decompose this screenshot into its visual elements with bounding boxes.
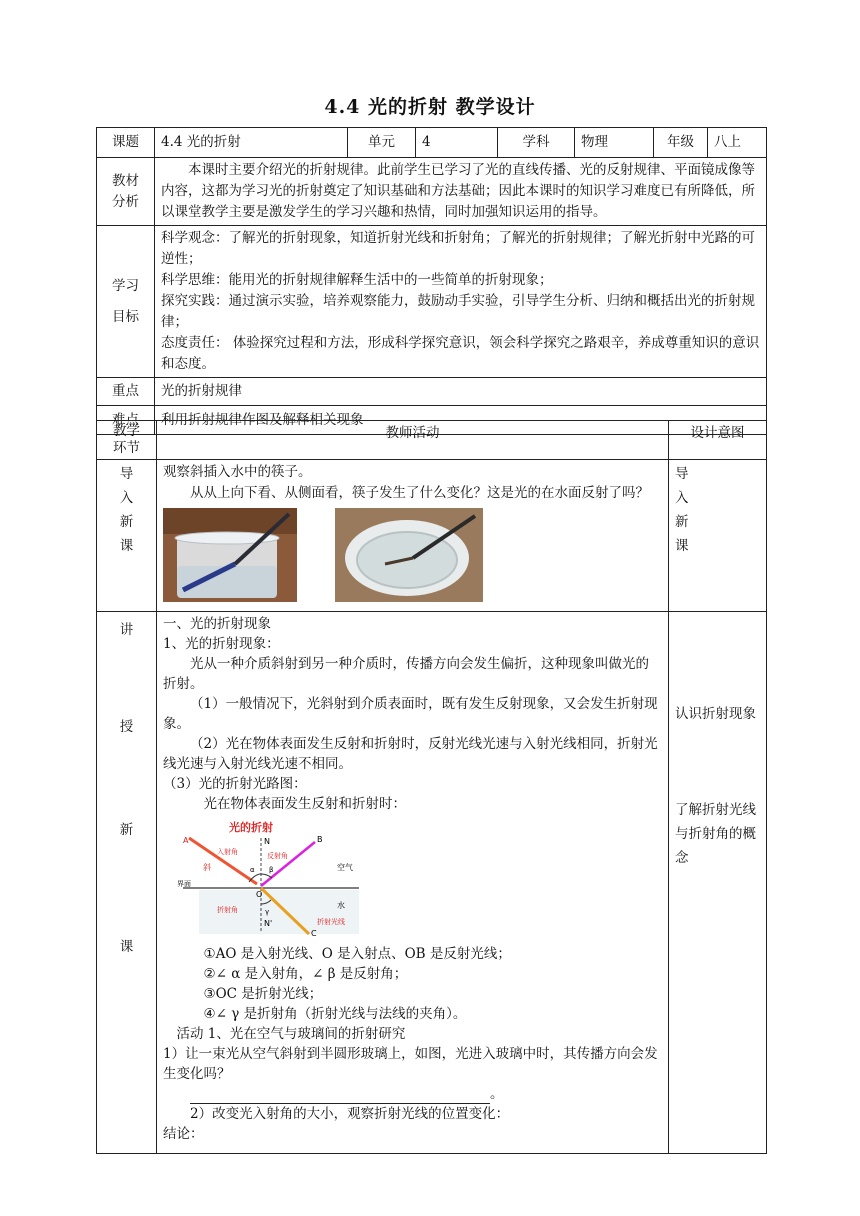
intent-2: 了解折射光线与折射角的概念 xyxy=(675,802,756,866)
teaching-process-table xyxy=(96,420,767,1154)
subsection-heading: 1、光的折射现象： xyxy=(163,636,280,652)
chopstick-side-photo xyxy=(163,508,297,602)
intro-intent xyxy=(669,460,767,612)
difficulty-text: 利用折射规律作图及解释相关现象 xyxy=(155,406,767,435)
section-heading: 一、光的折射现象 xyxy=(163,616,271,632)
point-4: 光在物体表面发生反射和折射时： xyxy=(203,796,406,812)
key-text: 光的折射规律 xyxy=(155,378,767,406)
label-incident-angle: 入射角 xyxy=(217,848,238,856)
label-interface: 界面 xyxy=(177,880,191,888)
unit-value: 4 xyxy=(416,128,498,158)
question-2: 2）改变光入射角的大小，观察折射光线的位置变化： xyxy=(190,1106,510,1122)
difficulty-label: 难点 xyxy=(97,406,155,435)
label-beta: β xyxy=(269,866,274,874)
grade-value: 八上 xyxy=(708,128,767,158)
stage-char: 新 xyxy=(119,514,134,530)
analysis-text: 本课时主要介绍光的折射规律。此前学生已学习了光的直线传播、光的反射规律、平面镜成像等内容，这都为学习光的折射奠定了知识基础和方法基础；因此本课时的知识学习难度已有所降低，所以课堂教学主要是激发学生的学习兴趣和热情，同时加强知识运用的指导。 xyxy=(155,158,767,226)
intro-line-2: 从从上向下看、从侧面看，筷子发生了什么变化？这是光的在水面反射了吗？ xyxy=(190,485,649,501)
stage-char: 讲 xyxy=(119,622,134,638)
intro-activity xyxy=(157,460,669,612)
definition: 光从一种介质斜射到另一种介质时，传播方向会发生偏折，这种现象叫做光的折射。 xyxy=(163,656,649,692)
topic-value: 4.4 光的折射 xyxy=(155,128,348,158)
subject-value: 物理 xyxy=(575,128,654,158)
label-n-prime: N' xyxy=(264,919,273,928)
stage-char: 授 xyxy=(119,719,134,735)
grade-label: 年级 xyxy=(654,128,708,158)
label-alpha: α xyxy=(250,866,255,874)
goal-line: 科学观念：了解光的折射现象，知道折射光线和折射角；了解光的折射规律；了解光折射中光路的可逆性； xyxy=(161,230,755,267)
point-1: （1）一般情况下，光斜射到介质表面时，既有发生反射现象，又会发生折射现象。 xyxy=(163,696,658,732)
answer-blank-line xyxy=(163,1084,662,1104)
refraction-diagram xyxy=(177,820,367,938)
note-2: ②∠ α 是入射角，∠ β 是反射角； xyxy=(203,966,408,982)
stage-char: 课 xyxy=(119,939,134,955)
note-3: ③OC 是折射光线； xyxy=(203,986,323,1002)
unit-label: 单元 xyxy=(348,128,416,158)
lecture-intent xyxy=(669,612,767,1154)
goal-line: 态度责任： 体验探究过程和方法，形成科学探究意识，领会科学探究之路艰辛，养成尊重知识的意识和态度。 xyxy=(161,335,760,372)
intent-header: 设计意图 xyxy=(669,421,767,460)
analysis-label xyxy=(97,158,155,226)
goal-line: 探究实践：通过演示实验，培养观察能力，鼓励动手实验，引导学生分析、归纳和概括出光的折射规律； xyxy=(161,293,755,330)
stage-header xyxy=(97,421,157,460)
page-title: 4.4 光的折射 教学设计 xyxy=(324,96,536,118)
note-1: ①AO 是入射光线、O 是入射点、OB 是反射光线； xyxy=(203,946,511,962)
question-1: 1）让一束光从空气斜射到半圆形玻璃上，如图，光进入玻璃中时，其传播方向会发生变化吗？ xyxy=(163,1046,658,1082)
point-2: （2）光在物体表面发生反射和折射时，反射光线光速与入射光线相同，折射光线光速与入射光线光速不相同。 xyxy=(163,736,658,772)
label-refract-angle: 折射角 xyxy=(217,906,238,914)
label-b: B xyxy=(317,835,323,844)
stage-char: 新 xyxy=(119,822,134,838)
intent-1: 认识折射现象 xyxy=(675,706,756,722)
note-4: ④∠ γ 是折射角（折射光线与法线的夹角）。 xyxy=(203,1006,467,1022)
period: 。 xyxy=(490,1086,504,1102)
key-label: 重点 xyxy=(97,378,155,406)
subject-label: 学科 xyxy=(498,128,575,158)
stage-char: 课 xyxy=(119,538,134,554)
label-c: C xyxy=(311,929,317,938)
activity-1-heading: 活动 1、光在空气与玻璃间的折射研究 xyxy=(176,1026,406,1042)
label-o: O xyxy=(256,890,263,899)
label-air: 空气 xyxy=(337,863,353,872)
intro-line-1: 观察斜插入水中的筷子。 xyxy=(163,464,312,480)
intent-char: 入 xyxy=(675,490,689,506)
label-incline: 斜 xyxy=(203,863,211,872)
intent-char: 导 xyxy=(675,466,689,482)
intent-char: 新 xyxy=(675,514,689,530)
activity-header: 教师活动 xyxy=(157,421,669,460)
stage-char: 导 xyxy=(119,466,134,482)
goals-label xyxy=(97,226,155,378)
diagram-title: 光的折射 xyxy=(229,821,273,834)
stage-header-2: 环节 xyxy=(113,440,140,456)
label-reflect-angle: 反射角 xyxy=(267,852,288,860)
analysis-label-1: 教材 xyxy=(112,172,139,189)
intent-char: 课 xyxy=(675,538,689,554)
lecture-activity xyxy=(157,612,669,1154)
stage-header-1: 教学 xyxy=(113,423,140,439)
stage-char: 入 xyxy=(119,490,134,506)
chopstick-top-photo xyxy=(335,508,483,602)
label-water: 水 xyxy=(337,901,345,910)
analysis-label-2: 分析 xyxy=(112,193,139,210)
label-gamma: γ xyxy=(265,908,270,916)
goals-label-2: 目标 xyxy=(112,308,139,325)
conclusion-label: 结论： xyxy=(163,1126,204,1142)
intro-stage xyxy=(97,460,157,612)
lecture-stage xyxy=(97,612,157,1154)
answer-blank[interactable] xyxy=(190,1089,490,1104)
goals-text xyxy=(155,226,767,378)
label-a: A xyxy=(183,836,189,845)
goal-line: 科学思维：能用光的折射规律解释生活中的一些简单的折射现象； xyxy=(161,272,553,288)
course-info-table xyxy=(96,127,767,435)
label-refract-ray: 折射光线 xyxy=(317,918,345,926)
topic-label: 课题 xyxy=(97,128,155,158)
goals-label-1: 学习 xyxy=(112,277,139,294)
label-n: N xyxy=(264,837,270,846)
point-3: （3）光的折射光路图： xyxy=(163,776,307,792)
